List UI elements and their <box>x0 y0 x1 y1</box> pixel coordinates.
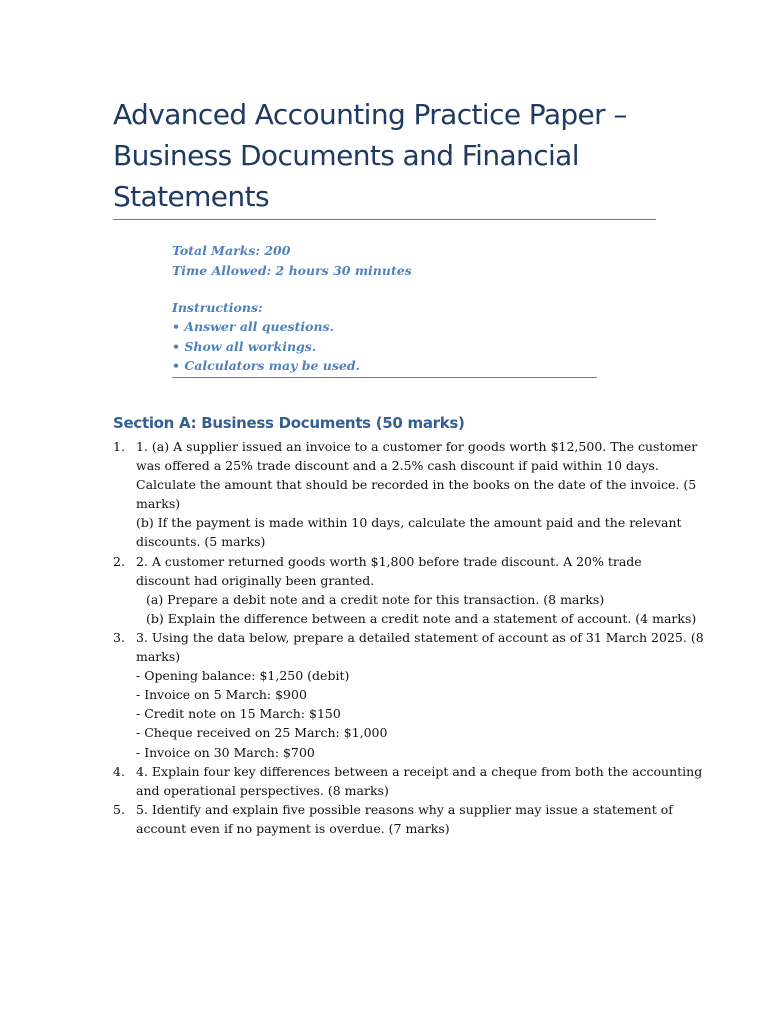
question-line: Calculate the amount that should be recorded in the books on the date of the invoice. (5 <box>136 477 697 493</box>
question-item <box>113 628 704 762</box>
question-list <box>113 437 704 838</box>
question-number: 4. <box>113 763 125 779</box>
question-line: - Invoice on 5 March: $900 <box>136 687 307 703</box>
question-line: 4. Explain four key differences between a receipt and a cheque from both the accounting <box>136 763 703 779</box>
instruction-item: • Calculators may be used. <box>172 358 360 373</box>
question-line: account even if no payment is overdue. (7 marks) <box>136 820 450 836</box>
question-line: - Credit note on 15 March: $150 <box>136 706 341 722</box>
exam-info-block <box>172 241 597 376</box>
question-line: 3. Using the data below, prepare a detailed statement of account as of 31 March 2025. (8 <box>136 629 704 645</box>
question-item <box>113 437 698 552</box>
title-line: Statements <box>113 180 269 213</box>
question-line: 1. (a) A supplier issued an invoice to a customer for goods worth $12,500. The customer <box>136 439 698 454</box>
question-line: marks) <box>136 649 181 665</box>
instructions-heading: Instructions: <box>172 299 263 315</box>
question-item <box>113 800 673 838</box>
document-title <box>113 94 656 217</box>
question-number: 1. <box>113 439 125 454</box>
question-line: and operational perspectives. (8 marks) <box>136 782 389 798</box>
time-allowed: Time Allowed: 2 hours 30 minutes <box>172 262 412 278</box>
spacer <box>172 280 597 298</box>
question-line: - Invoice on 30 March: $700 <box>136 744 315 760</box>
question-line: 5. Identify and explain five possible reasons why a supplier may issue a statement of <box>136 801 673 817</box>
question-line: 2. A customer returned goods worth $1,800 before trade discount. A 20% trade <box>136 553 642 569</box>
instruction-item: • Show all workings. <box>172 338 317 354</box>
question-item <box>113 552 697 628</box>
document-title-text <box>113 94 656 217</box>
question-number: 3. <box>113 629 125 645</box>
question-line: - Cheque received on 25 March: $1,000 <box>136 725 388 741</box>
section-a-heading: Section A: Business Documents (50 marks) <box>113 414 465 432</box>
question-line: discounts. (5 marks) <box>136 534 266 550</box>
question-line: was offered a 25% trade discount and a 2.5% cash discount if paid within 10 days. <box>136 458 659 474</box>
title-divider <box>113 219 656 220</box>
total-marks: Total Marks: 200 <box>172 243 291 258</box>
question-line: - Opening balance: $1,250 (debit) <box>136 668 350 684</box>
question-line: (b) Explain the difference between a credit note and a statement of account. (4 marks) <box>146 610 697 626</box>
info-divider <box>172 377 597 378</box>
question-line: (b) If the payment is made within 10 days, calculate the amount paid and the relevant <box>136 515 682 531</box>
question-line: (a) Prepare a debit note and a credit note for this transaction. (8 marks) <box>146 591 605 607</box>
title-line: Advanced Accounting Practice Paper – <box>113 98 627 131</box>
question-item <box>113 762 703 800</box>
question-number: 5. <box>113 801 125 817</box>
question-number: 2. <box>113 553 125 569</box>
title-line: Business Documents and Financial <box>113 139 579 172</box>
question-line: discount had originally been granted. <box>136 572 375 588</box>
instruction-item: • Answer all questions. <box>172 319 334 334</box>
question-line: marks) <box>136 496 181 512</box>
